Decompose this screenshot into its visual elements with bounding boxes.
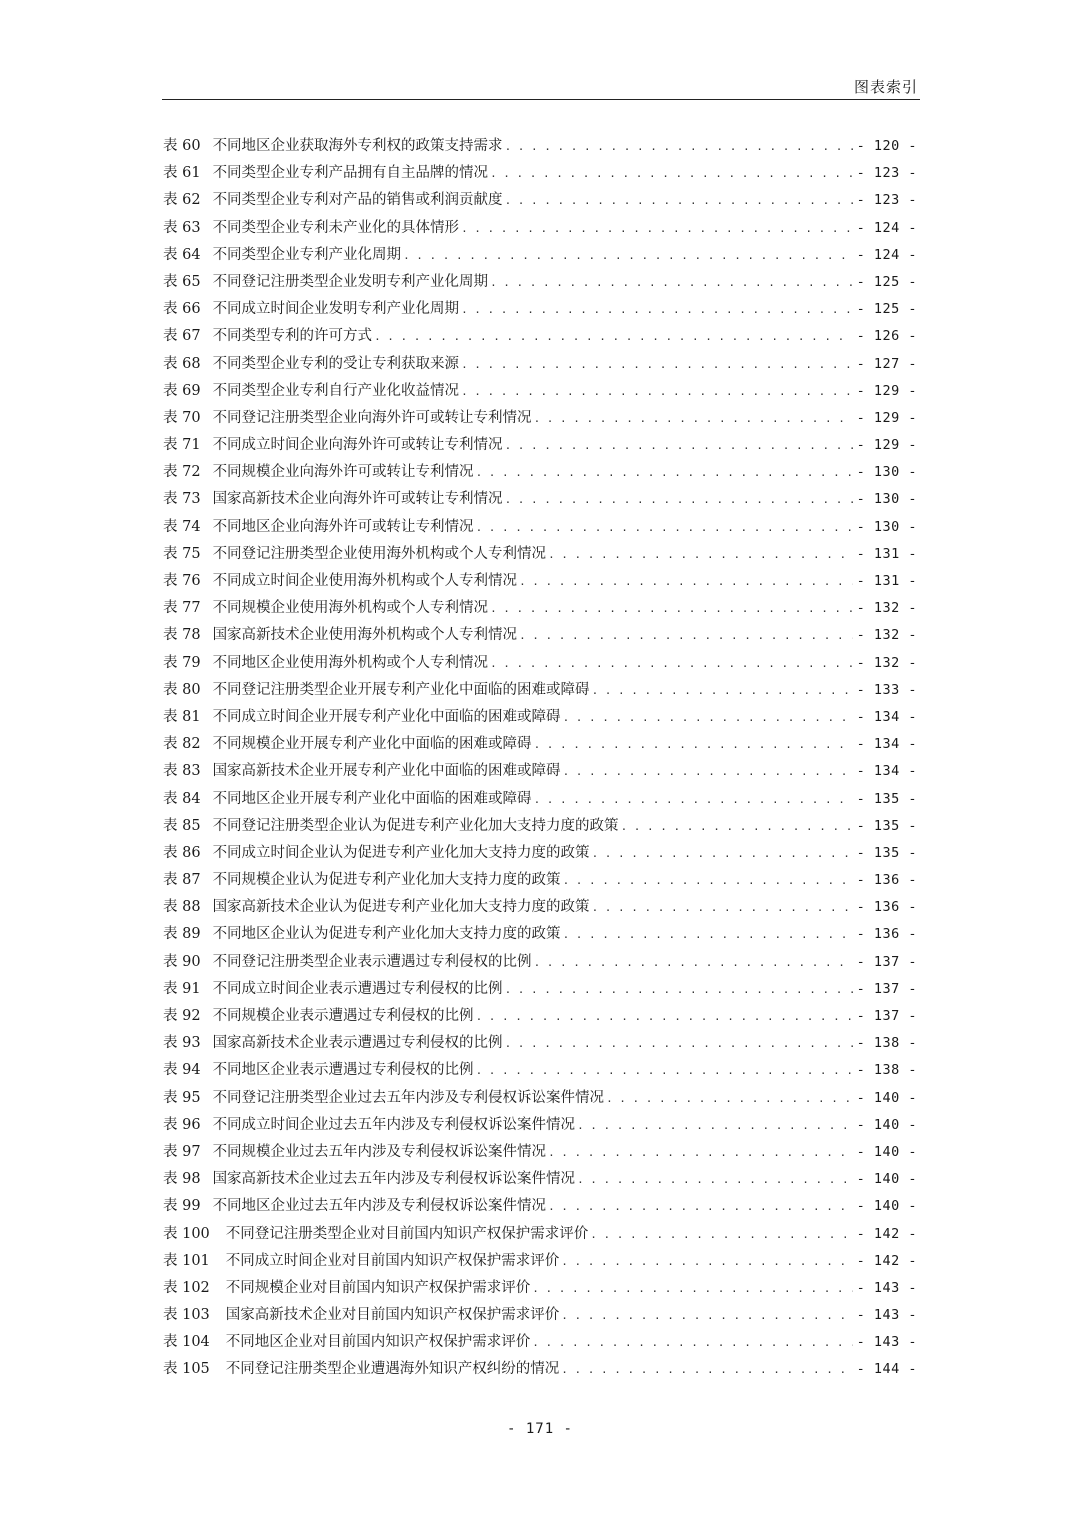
toc-entry-label: 表 82 bbox=[163, 736, 201, 753]
toc-entry-label: 表 81 bbox=[163, 708, 201, 725]
toc-entry[interactable] bbox=[163, 1221, 917, 1248]
toc-entry-page: - 130 - bbox=[856, 491, 917, 508]
toc-dot-leader bbox=[563, 758, 853, 785]
toc-dot-leader bbox=[403, 242, 853, 269]
toc-entry-page: - 136 - bbox=[856, 899, 917, 916]
toc-dot-leader bbox=[476, 459, 853, 486]
toc-entry[interactable] bbox=[163, 269, 917, 296]
toc-dot-leader bbox=[606, 1085, 853, 1112]
toc-entry[interactable] bbox=[163, 949, 917, 976]
toc-dot-leader bbox=[621, 813, 853, 840]
toc-dot-leader bbox=[490, 650, 853, 677]
toc-entry-title: 不同登记注册类型企业使用海外机构或个人专利情况 bbox=[212, 545, 547, 562]
toc-entry-page: - 135 - bbox=[856, 817, 917, 834]
toc-entry[interactable] bbox=[163, 677, 917, 704]
toc-dot-leader bbox=[461, 351, 853, 378]
toc-entry-title: 不同成立时间企业开展专利产业化中面临的困难或障碍 bbox=[212, 708, 561, 725]
toc-entry-label: 表 102 bbox=[163, 1279, 210, 1296]
toc-entry-page: - 140 - bbox=[856, 1116, 917, 1133]
toc-entry[interactable] bbox=[163, 622, 917, 649]
page-number: - 171 - bbox=[506, 1421, 573, 1437]
toc-dot-leader bbox=[563, 704, 853, 731]
toc-dot-leader bbox=[534, 731, 853, 758]
running-header-title: 图表索引 bbox=[853, 78, 918, 96]
table-index-list bbox=[163, 133, 917, 1384]
toc-entry-title: 不同登记注册类型企业发明专利产业化周期 bbox=[212, 273, 489, 290]
toc-entry-label: 表 89 bbox=[163, 926, 201, 943]
toc-dot-leader bbox=[461, 378, 853, 405]
toc-entry-label: 表 70 bbox=[163, 409, 201, 426]
toc-entry-page: - 132 - bbox=[856, 654, 917, 671]
toc-entry-page: - 124 - bbox=[856, 246, 917, 263]
toc-entry-title: 不同地区企业获取海外专利权的政策支持需求 bbox=[212, 138, 503, 154]
toc-entry-page: - 129 - bbox=[856, 382, 917, 399]
toc-entry-page: - 136 - bbox=[856, 926, 917, 943]
toc-entry[interactable] bbox=[163, 976, 917, 1003]
toc-entry[interactable] bbox=[163, 1139, 917, 1166]
toc-entry[interactable] bbox=[163, 133, 917, 160]
toc-entry[interactable] bbox=[163, 351, 917, 378]
toc-entry-label: 表 96 bbox=[163, 1116, 201, 1133]
toc-entry[interactable] bbox=[163, 405, 917, 432]
toc-entry-title: 不同成立时间企业发明专利产业化周期 bbox=[212, 301, 460, 318]
toc-dot-leader bbox=[505, 976, 853, 1003]
toc-entry-label: 表 93 bbox=[163, 1035, 201, 1052]
toc-entry-label: 表 87 bbox=[163, 872, 201, 889]
toc-dot-leader bbox=[505, 486, 853, 513]
toc-entry-title: 不同规模企业认为促进专利产业化加大支持力度的政策 bbox=[212, 872, 561, 889]
toc-entry[interactable] bbox=[163, 242, 917, 269]
toc-entry-label: 表 83 bbox=[163, 763, 201, 780]
toc-entry-page: - 125 - bbox=[856, 301, 917, 318]
toc-entry-title: 不同登记注册类型企业认为促进专利产业化加大支持力度的政策 bbox=[212, 817, 619, 834]
toc-entry-page: - 132 - bbox=[856, 627, 917, 644]
toc-entry-page: - 130 - bbox=[856, 518, 917, 535]
toc-entry[interactable] bbox=[163, 1030, 917, 1057]
toc-dot-leader bbox=[490, 595, 853, 622]
toc-entry-label: 表 78 bbox=[163, 627, 201, 644]
toc-entry-page: - 124 - bbox=[856, 219, 917, 236]
toc-entry-label: 表 66 bbox=[163, 301, 201, 318]
toc-entry-page: - 135 - bbox=[856, 844, 917, 861]
toc-entry-title: 不同规模企业开展专利产业化中面临的困难或障碍 bbox=[212, 736, 532, 753]
toc-entry-page: - 137 - bbox=[856, 980, 917, 997]
toc-entry-page: - 134 - bbox=[856, 708, 917, 725]
toc-entry-page: - 123 - bbox=[856, 192, 917, 209]
toc-entry[interactable] bbox=[163, 486, 917, 513]
toc-entry-title: 不同类型企业专利对产品的销售或利润贡献度 bbox=[212, 192, 503, 209]
toc-entry-label: 表 86 bbox=[163, 844, 201, 861]
toc-entry-title: 国家高新技术企业表示遭遇过专利侵权的比例 bbox=[212, 1035, 503, 1052]
toc-entry-label: 表 60 bbox=[163, 138, 201, 154]
toc-dot-leader bbox=[561, 1356, 852, 1383]
toc-entry-page: - 131 - bbox=[856, 573, 917, 589]
toc-entry[interactable] bbox=[163, 459, 917, 486]
toc-entry-label: 表 101 bbox=[163, 1252, 210, 1269]
toc-entry-page: - 129 - bbox=[856, 437, 917, 454]
toc-entry[interactable] bbox=[163, 813, 917, 840]
toc-dot-leader bbox=[577, 1166, 853, 1193]
toc-dot-leader bbox=[519, 568, 853, 595]
toc-dot-leader bbox=[374, 323, 853, 350]
toc-dot-leader bbox=[461, 215, 853, 242]
toc-entry[interactable] bbox=[163, 296, 917, 323]
toc-entry[interactable] bbox=[163, 1356, 917, 1383]
toc-entry[interactable] bbox=[163, 1003, 917, 1030]
toc-entry-label: 表 94 bbox=[163, 1062, 201, 1079]
toc-entry-label: 表 104 bbox=[163, 1334, 210, 1351]
toc-dot-leader bbox=[592, 677, 853, 704]
toc-entry[interactable] bbox=[163, 650, 917, 677]
toc-entry-page: - 140 - bbox=[856, 1089, 917, 1106]
toc-entry-title: 不同地区企业开展专利产业化中面临的困难或障碍 bbox=[212, 790, 532, 807]
toc-entry[interactable] bbox=[163, 867, 917, 894]
toc-entry-page: - 129 - bbox=[856, 409, 917, 426]
toc-entry-label: 表 92 bbox=[163, 1008, 201, 1024]
toc-entry-page: - 137 - bbox=[856, 953, 917, 970]
toc-entry-label: 表 75 bbox=[163, 545, 201, 562]
toc-entry-page: - 143 - bbox=[856, 1279, 917, 1296]
toc-entry[interactable] bbox=[163, 432, 917, 459]
toc-dot-leader bbox=[476, 1057, 853, 1084]
toc-entry-label: 表 67 bbox=[163, 328, 201, 345]
toc-entry[interactable] bbox=[163, 514, 917, 541]
toc-entry[interactable] bbox=[163, 1275, 917, 1302]
toc-entry-label: 表 80 bbox=[163, 681, 201, 698]
toc-dot-leader bbox=[561, 1248, 852, 1275]
toc-dot-leader bbox=[490, 160, 853, 187]
toc-entry[interactable] bbox=[163, 160, 917, 187]
toc-entry-page: - 137 - bbox=[856, 1008, 917, 1024]
toc-entry-title: 不同类型专利的许可方式 bbox=[212, 328, 373, 345]
toc-entry-title: 国家高新技术企业认为促进专利产业化加大支持力度的政策 bbox=[212, 899, 590, 916]
toc-entry-title: 不同类型企业专利自行产业化收益情况 bbox=[212, 382, 460, 399]
toc-entry-page: - 143 - bbox=[856, 1334, 917, 1351]
toc-entry-title: 不同成立时间企业认为促进专利产业化加大支持力度的政策 bbox=[212, 844, 590, 861]
toc-dot-leader bbox=[548, 1193, 853, 1220]
toc-entry-title: 不同规模企业使用海外机构或个人专利情况 bbox=[212, 600, 489, 617]
toc-entry-label: 表 95 bbox=[163, 1089, 201, 1106]
toc-entry[interactable] bbox=[163, 786, 917, 813]
toc-entry-label: 表 91 bbox=[163, 980, 201, 997]
toc-entry-title: 国家高新技术企业对目前国内知识产权保护需求评价 bbox=[225, 1307, 560, 1324]
toc-entry[interactable] bbox=[163, 731, 917, 758]
toc-entry-page: - 123 - bbox=[856, 165, 917, 182]
toc-entry-label: 表 88 bbox=[163, 899, 201, 916]
toc-entry-page: - 135 - bbox=[856, 790, 917, 807]
toc-entry-title: 国家高新技术企业过去五年内涉及专利侵权诉讼案件情况 bbox=[212, 1171, 576, 1188]
toc-dot-leader bbox=[534, 405, 853, 432]
toc-entry-title: 不同规模企业过去五年内涉及专利侵权诉讼案件情况 bbox=[212, 1143, 547, 1160]
toc-entry-title: 不同类型企业专利的受让专利获取来源 bbox=[212, 355, 460, 372]
toc-entry-title: 国家高新技术企业使用海外机构或个人专利情况 bbox=[212, 627, 518, 644]
toc-entry-page: - 142 - bbox=[856, 1225, 917, 1242]
toc-dot-leader bbox=[534, 786, 853, 813]
toc-entry-title: 不同地区企业向海外许可或转让专利情况 bbox=[212, 518, 474, 535]
toc-entry-title: 不同类型企业专利产品拥有自主品牌的情况 bbox=[212, 165, 489, 182]
toc-entry-title: 不同地区企业对目前国内知识产权保护需求评价 bbox=[225, 1334, 531, 1351]
toc-entry[interactable] bbox=[163, 921, 917, 948]
toc-entry-title: 不同登记注册类型企业开展专利产业化中面临的困难或障碍 bbox=[212, 681, 590, 698]
toc-entry-page: - 134 - bbox=[856, 736, 917, 753]
toc-dot-leader bbox=[548, 1139, 853, 1166]
toc-entry-label: 表 76 bbox=[163, 573, 201, 589]
toc-entry-title: 不同登记注册类型企业向海外许可或转让专利情况 bbox=[212, 409, 532, 426]
toc-dot-leader bbox=[461, 296, 853, 323]
toc-entry[interactable] bbox=[163, 1166, 917, 1193]
toc-entry-label: 表 61 bbox=[163, 165, 201, 182]
toc-entry[interactable] bbox=[163, 323, 917, 350]
toc-entry-label: 表 68 bbox=[163, 355, 201, 372]
toc-entry[interactable] bbox=[163, 1193, 917, 1220]
toc-entry-page: - 125 - bbox=[856, 273, 917, 290]
toc-dot-leader bbox=[590, 1221, 852, 1248]
toc-entry-page: - 130 - bbox=[856, 464, 917, 481]
toc-dot-leader bbox=[534, 949, 853, 976]
toc-entry-page: - 140 - bbox=[856, 1143, 917, 1160]
toc-entry-label: 表 97 bbox=[163, 1143, 201, 1160]
toc-entry-page: - 133 - bbox=[856, 681, 917, 698]
toc-dot-leader bbox=[561, 1302, 852, 1329]
toc-entry-label: 表 100 bbox=[163, 1225, 210, 1242]
toc-entry-page: - 140 - bbox=[856, 1198, 917, 1215]
toc-entry-page: - 142 - bbox=[856, 1252, 917, 1269]
toc-entry-label: 表 63 bbox=[163, 219, 201, 236]
toc-entry-page: - 140 - bbox=[856, 1171, 917, 1188]
toc-entry-page: - 132 - bbox=[856, 600, 917, 617]
toc-dot-leader bbox=[563, 867, 853, 894]
toc-entry-label: 表 72 bbox=[163, 464, 201, 481]
toc-entry-page: - 138 - bbox=[856, 1035, 917, 1052]
toc-entry-label: 表 90 bbox=[163, 953, 201, 970]
toc-entry-page: - 138 - bbox=[856, 1062, 917, 1079]
toc-entry-title: 不同规模企业对目前国内知识产权保护需求评价 bbox=[225, 1279, 531, 1296]
toc-entry[interactable] bbox=[163, 568, 917, 595]
toc-entry-label: 表 69 bbox=[163, 382, 201, 399]
toc-entry-title: 不同登记注册类型企业过去五年内涉及专利侵权诉讼案件情况 bbox=[212, 1089, 605, 1106]
toc-entry-label: 表 74 bbox=[163, 518, 201, 535]
toc-entry-title: 不同登记注册类型企业表示遭遇过专利侵权的比例 bbox=[212, 953, 532, 970]
toc-entry-page: - 126 - bbox=[856, 328, 917, 345]
toc-dot-leader bbox=[548, 541, 853, 568]
toc-entry-title: 国家高新技术企业开展专利产业化中面临的困难或障碍 bbox=[212, 763, 561, 780]
toc-entry-title: 不同成立时间企业过去五年内涉及专利侵权诉讼案件情况 bbox=[212, 1116, 576, 1133]
toc-entry-title: 不同地区企业表示遭遇过专利侵权的比例 bbox=[212, 1062, 474, 1079]
toc-dot-leader bbox=[505, 187, 853, 214]
toc-entry-label: 表 85 bbox=[163, 817, 201, 834]
toc-dot-leader bbox=[505, 133, 853, 160]
toc-entry[interactable] bbox=[163, 187, 917, 214]
toc-entry-title: 不同类型企业专利产业化周期 bbox=[212, 246, 402, 263]
toc-entry[interactable] bbox=[163, 1057, 917, 1084]
toc-entry-title: 不同规模企业向海外许可或转让专利情况 bbox=[212, 464, 474, 481]
toc-entry-label: 表 65 bbox=[163, 273, 201, 290]
toc-entry-page: - 131 - bbox=[856, 545, 917, 562]
toc-entry-title: 不同成立时间企业使用海外机构或个人专利情况 bbox=[212, 573, 518, 589]
toc-entry[interactable] bbox=[163, 215, 917, 242]
toc-entry-title: 不同成立时间企业向海外许可或转让专利情况 bbox=[212, 437, 503, 454]
toc-entry-page: - 120 - bbox=[856, 138, 917, 154]
toc-entry-title: 不同成立时间企业表示遭遇过专利侵权的比例 bbox=[212, 980, 503, 997]
toc-entry-label: 表 62 bbox=[163, 192, 201, 209]
toc-entry[interactable] bbox=[163, 1112, 917, 1139]
toc-entry-page: - 127 - bbox=[856, 355, 917, 372]
toc-entry-label: 表 79 bbox=[163, 654, 201, 671]
header-divider bbox=[162, 99, 920, 100]
toc-entry[interactable] bbox=[163, 378, 917, 405]
toc-entry-title: 国家高新技术企业向海外许可或转让专利情况 bbox=[212, 491, 503, 508]
toc-entry-title: 不同成立时间企业对目前国内知识产权保护需求评价 bbox=[225, 1252, 560, 1269]
toc-entry[interactable] bbox=[163, 894, 917, 921]
toc-entry-label: 表 84 bbox=[163, 790, 201, 807]
toc-entry-page: - 144 - bbox=[856, 1361, 917, 1378]
toc-entry[interactable] bbox=[163, 1302, 917, 1329]
toc-entry-label: 表 105 bbox=[163, 1361, 210, 1378]
toc-dot-leader bbox=[519, 622, 853, 649]
toc-entry[interactable] bbox=[163, 704, 917, 731]
toc-entry-title: 不同类型企业专利未产业化的具体情形 bbox=[212, 219, 460, 236]
toc-dot-leader bbox=[577, 1112, 853, 1139]
toc-entry-label: 表 77 bbox=[163, 600, 201, 617]
toc-entry[interactable] bbox=[163, 595, 917, 622]
toc-entry-label: 表 73 bbox=[163, 491, 201, 508]
toc-entry-page: - 136 - bbox=[856, 872, 917, 889]
toc-entry[interactable] bbox=[163, 1085, 917, 1112]
toc-entry-label: 表 99 bbox=[163, 1198, 201, 1215]
toc-entry-label: 表 64 bbox=[163, 246, 201, 263]
toc-dot-leader bbox=[476, 514, 853, 541]
toc-dot-leader bbox=[532, 1329, 852, 1356]
toc-entry[interactable] bbox=[163, 1329, 917, 1356]
toc-entry[interactable] bbox=[163, 541, 917, 568]
toc-entry[interactable] bbox=[163, 1248, 917, 1275]
toc-entry-title: 不同登记注册类型企业对目前国内知识产权保护需求评价 bbox=[225, 1225, 589, 1242]
toc-entry-title: 不同地区企业使用海外机构或个人专利情况 bbox=[212, 654, 489, 671]
toc-dot-leader bbox=[532, 1275, 852, 1302]
toc-entry-title: 不同地区企业认为促进专利产业化加大支持力度的政策 bbox=[212, 926, 561, 943]
toc-dot-leader bbox=[592, 894, 853, 921]
toc-dot-leader bbox=[505, 432, 853, 459]
toc-entry[interactable] bbox=[163, 840, 917, 867]
toc-entry-label: 表 98 bbox=[163, 1171, 201, 1188]
toc-dot-leader bbox=[505, 1030, 853, 1057]
toc-entry-page: - 134 - bbox=[856, 763, 917, 780]
toc-dot-leader bbox=[563, 921, 853, 948]
toc-entry-label: 表 103 bbox=[163, 1307, 210, 1324]
toc-dot-leader bbox=[490, 269, 853, 296]
toc-dot-leader bbox=[592, 840, 853, 867]
toc-entry-page: - 143 - bbox=[856, 1307, 917, 1324]
toc-entry-label: 表 71 bbox=[163, 437, 201, 454]
toc-entry-title: 不同登记注册类型企业遭遇海外知识产权纠纷的情况 bbox=[225, 1361, 560, 1378]
toc-entry-title: 不同规模企业表示遭遇过专利侵权的比例 bbox=[212, 1008, 474, 1024]
toc-entry[interactable] bbox=[163, 758, 917, 785]
toc-dot-leader bbox=[476, 1003, 853, 1030]
toc-entry-title: 不同地区企业过去五年内涉及专利侵权诉讼案件情况 bbox=[212, 1198, 547, 1215]
